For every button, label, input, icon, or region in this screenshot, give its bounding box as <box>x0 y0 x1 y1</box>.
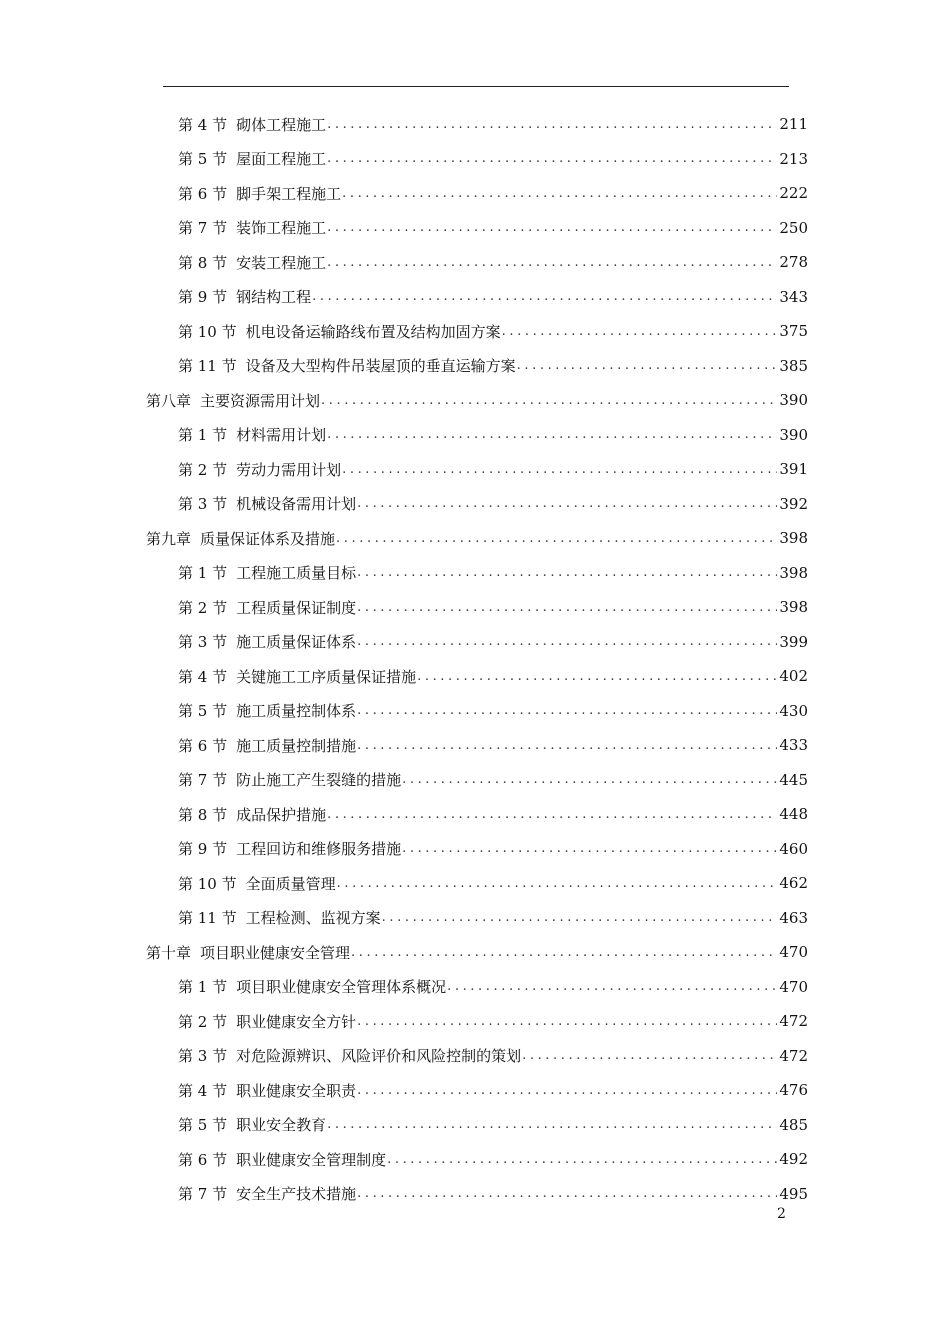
toc-entry-label <box>178 148 326 169</box>
toc-entry-number: 第 7 节 <box>178 219 228 237</box>
toc-entry-page: 375 <box>779 322 808 340</box>
toc-entry-label <box>146 528 335 549</box>
toc-entry-title: 施工质量控制体系 <box>236 702 357 720</box>
toc-entry-title: 钢结构工程 <box>236 288 312 306</box>
toc-section-entry <box>178 176 808 210</box>
toc-entry-page: 463 <box>779 908 808 927</box>
toc-entry-label <box>178 1183 356 1204</box>
toc-section-entry <box>178 832 808 866</box>
toc-entry-title: 项目职业健康安全管理 <box>200 943 351 962</box>
page-number: 2 <box>777 1206 786 1222</box>
toc-entry-number: 第 10 节 <box>178 322 237 341</box>
toc-entry-page: 399 <box>779 632 808 651</box>
toc-dot-leader <box>357 600 777 615</box>
toc-entry-label <box>178 355 516 376</box>
toc-entry-page: 448 <box>779 805 808 823</box>
toc-entry-title: 屋面工程施工 <box>236 150 327 168</box>
toc-entry-title: 机械设备需用计划 <box>236 495 357 513</box>
toc-section-entry <box>178 1142 808 1176</box>
toc-section-entry <box>178 728 808 762</box>
toc-dot-leader <box>357 738 777 753</box>
toc-entry-label <box>178 1114 326 1135</box>
toc-entry-number: 第 3 节 <box>178 495 228 513</box>
toc-dot-leader <box>387 1152 777 1167</box>
toc-entry-page: 495 <box>779 1184 808 1203</box>
toc-dot-leader <box>357 1186 777 1201</box>
toc-entry-title: 装饰工程施工 <box>236 219 327 237</box>
toc-entry-page: 213 <box>779 149 808 168</box>
toc-entry-page: 391 <box>779 460 808 478</box>
toc-entry-label <box>178 217 326 238</box>
toc-entry-title: 劳动力需用计划 <box>236 460 342 479</box>
toc-entry-number: 第 3 节 <box>178 633 228 651</box>
toc-entry-label <box>178 286 311 307</box>
toc-dot-leader <box>502 324 778 339</box>
toc-entry-title: 工程施工质量目标 <box>236 564 357 582</box>
toc-entry-label <box>178 597 356 618</box>
toc-entry-page: 462 <box>779 874 808 892</box>
toc-chapter-entry <box>146 521 808 555</box>
toc-entry-number: 第 4 节 <box>178 115 228 134</box>
toc-entry-number: 第 10 节 <box>178 874 237 893</box>
toc-dot-leader <box>312 289 777 304</box>
toc-entry-number: 第 5 节 <box>178 702 228 720</box>
toc-entry-label <box>178 114 326 135</box>
toc-entry-number: 第 4 节 <box>178 1081 228 1100</box>
toc-dot-leader <box>522 1048 777 1063</box>
toc-entry-label <box>178 631 356 652</box>
toc-entry-page: 390 <box>779 425 808 444</box>
toc-section-entry <box>178 970 808 1004</box>
toc-entry-page: 250 <box>779 218 808 237</box>
toc-entry-label <box>178 493 356 514</box>
toc-entry-number: 第 3 节 <box>178 1047 228 1065</box>
toc-entry-title: 工程检测、监视方案 <box>245 909 381 927</box>
toc-dot-leader <box>517 358 778 373</box>
toc-entry-page: 492 <box>779 1150 808 1168</box>
toc-entry-page: 470 <box>779 943 808 961</box>
toc-entry-number: 第 7 节 <box>178 771 228 789</box>
toc-entry-number: 第 11 节 <box>178 357 237 375</box>
toc-entry-number: 第 2 节 <box>178 1012 228 1031</box>
toc-dot-leader <box>327 117 777 132</box>
toc-entry-number: 第 11 节 <box>178 909 237 927</box>
toc-entry-number: 第 2 节 <box>178 598 228 617</box>
toc-section-entry <box>178 625 808 659</box>
toc-dot-leader <box>342 462 777 477</box>
toc-entry-number: 第 1 节 <box>178 564 228 582</box>
toc-entry-label <box>178 321 501 342</box>
toc-entry-page: 460 <box>779 839 808 858</box>
toc-entry-number: 第 2 节 <box>178 460 228 479</box>
toc-entry-title: 施工质量控制措施 <box>236 736 357 755</box>
toc-dot-leader <box>417 669 777 684</box>
toc-entry-label <box>178 459 341 480</box>
toc-entry-title: 施工质量保证体系 <box>236 633 357 651</box>
toc-entry-title: 职业健康安全方针 <box>236 1012 357 1031</box>
toc-section-entry <box>178 763 808 797</box>
toc-entry-title: 机电设备运输路线布置及结构加固方案 <box>245 322 501 341</box>
toc-entry-page: 390 <box>779 391 808 409</box>
toc-entry-title: 脚手架工程施工 <box>236 184 342 203</box>
toc-entry-label <box>178 562 356 583</box>
toc-entry-number: 第 9 节 <box>178 840 228 858</box>
toc-entry-page: 402 <box>779 667 808 685</box>
toc-section-entry <box>178 901 808 935</box>
toc-dot-leader <box>402 772 777 787</box>
toc-entry-title: 对危险源辨识、风险评价和风险控制的策划 <box>236 1047 522 1065</box>
toc-entry-number: 第 5 节 <box>178 1116 228 1134</box>
toc-dot-leader <box>357 1083 777 1098</box>
toc-entry-title: 工程回访和维修服务措施 <box>236 840 402 858</box>
toc-section-entry <box>178 797 808 831</box>
toc-dot-leader <box>327 255 777 270</box>
toc-entry-label <box>178 838 401 859</box>
toc-entry-page: 385 <box>779 356 808 375</box>
toc-entry-label <box>178 1080 356 1101</box>
toc-entry-label <box>146 390 320 411</box>
toc-entry-page: 433 <box>779 736 808 754</box>
toc-section-entry <box>178 1004 808 1038</box>
toc-entry-label <box>178 424 326 445</box>
toc-dot-leader <box>327 427 777 442</box>
toc-entry-label <box>178 252 326 273</box>
toc-entry-page: 343 <box>779 287 808 306</box>
toc-entry-number: 第 8 节 <box>178 253 228 272</box>
toc-entry-label <box>178 666 416 687</box>
toc-entry-number: 第 6 节 <box>178 736 228 755</box>
toc-entry-number: 第 4 节 <box>178 667 228 686</box>
toc-dot-leader <box>402 841 777 856</box>
toc-entry-label <box>178 976 446 997</box>
toc-entry-page: 485 <box>779 1115 808 1134</box>
toc-section-entry <box>178 314 808 348</box>
toc-section-entry <box>178 866 808 900</box>
toc-section-entry <box>178 590 808 624</box>
toc-section-entry <box>178 1039 808 1073</box>
toc-section-entry <box>178 694 808 728</box>
toc-entry-page: 472 <box>779 1012 808 1030</box>
toc-entry-label <box>178 804 326 825</box>
toc-dot-leader <box>327 220 777 235</box>
toc-entry-page: 222 <box>779 184 808 202</box>
toc-entry-label <box>178 873 336 894</box>
toc-entry-title: 项目职业健康安全管理体系概况 <box>236 978 447 996</box>
toc-dot-leader <box>327 1117 777 1132</box>
toc-entry-title: 防止施工产生裂缝的措施 <box>236 771 402 789</box>
toc-dot-leader <box>382 910 778 925</box>
toc-entry-title: 质量保证体系及措施 <box>200 529 336 548</box>
toc-dot-leader <box>337 876 778 891</box>
toc-entry-title: 职业健康安全管理制度 <box>236 1150 387 1169</box>
toc-entry-label <box>178 1149 386 1170</box>
toc-entry-number: 第八章 <box>146 391 192 410</box>
header-rule <box>163 86 789 87</box>
toc-entry-number: 第 1 节 <box>178 426 228 444</box>
toc-entry-page: 278 <box>779 253 808 271</box>
toc-section-entry <box>178 659 808 693</box>
toc-entry-page: 470 <box>779 977 808 996</box>
toc-entry-label <box>178 183 341 204</box>
toc-dot-leader <box>447 979 777 994</box>
toc-entry-label <box>178 700 356 721</box>
toc-dot-leader <box>351 945 777 960</box>
toc-entry-page: 430 <box>779 701 808 720</box>
toc-dot-leader <box>357 565 777 580</box>
toc-entry-label <box>178 735 356 756</box>
toc-dot-leader <box>357 1014 777 1029</box>
toc-dot-leader <box>327 151 777 166</box>
toc-section-entry <box>178 1177 808 1211</box>
toc-entry-number: 第 9 节 <box>178 288 228 306</box>
toc-entry-number: 第 6 节 <box>178 1150 228 1169</box>
toc-dot-leader <box>336 531 777 546</box>
toc-entry-number: 第十章 <box>146 943 192 962</box>
toc-entry-label <box>178 907 381 928</box>
toc-section-entry <box>178 418 808 452</box>
toc-entry-title: 安装工程施工 <box>236 253 327 272</box>
toc-dot-leader <box>357 703 777 718</box>
toc-entry-number: 第九章 <box>146 529 192 548</box>
toc-entry-page: 445 <box>779 770 808 789</box>
toc-entry-number: 第 1 节 <box>178 978 228 996</box>
toc-section-entry <box>178 1073 808 1107</box>
toc-entry-number: 第 8 节 <box>178 805 228 824</box>
toc-entry-page: 392 <box>779 494 808 513</box>
toc-entry-page: 211 <box>779 115 808 133</box>
toc-entry-label <box>178 1011 356 1032</box>
toc-section-entry <box>178 107 808 141</box>
toc-entry-title: 职业安全教育 <box>236 1116 327 1134</box>
toc-entry-title: 材料需用计划 <box>236 426 327 444</box>
toc-entry-page: 476 <box>779 1081 808 1099</box>
toc-entry-label <box>178 1045 521 1066</box>
toc-section-entry <box>178 1108 808 1142</box>
toc-entry-label <box>146 942 350 963</box>
toc-section-entry <box>178 245 808 279</box>
toc-section-entry <box>178 487 808 521</box>
toc-entry-number: 第 5 节 <box>178 150 228 168</box>
toc-entry-page: 398 <box>779 529 808 547</box>
toc-chapter-entry <box>146 383 808 417</box>
toc-entry-title: 主要资源需用计划 <box>200 391 321 410</box>
toc-entry-page: 472 <box>779 1046 808 1065</box>
toc-section-entry <box>178 142 808 176</box>
toc-chapter-entry <box>146 935 808 969</box>
toc-entry-page: 398 <box>779 563 808 582</box>
toc-entry-number: 第 6 节 <box>178 184 228 203</box>
toc-entry-title: 全面质量管理 <box>245 874 336 893</box>
toc-entry-title: 成品保护措施 <box>236 805 327 824</box>
toc-section-entry <box>178 349 808 383</box>
toc-dot-leader <box>342 186 777 201</box>
toc-entry-title: 安全生产技术措施 <box>236 1185 357 1203</box>
toc-dot-leader <box>357 634 777 649</box>
toc-entry-title: 砌体工程施工 <box>236 115 327 134</box>
toc-dot-leader <box>357 496 777 511</box>
toc-entry-title: 工程质量保证制度 <box>236 598 357 617</box>
toc-dot-leader <box>327 807 777 822</box>
toc-section-entry <box>178 452 808 486</box>
toc-entry-page: 398 <box>779 598 808 616</box>
toc-entry-number: 第 7 节 <box>178 1185 228 1203</box>
toc-entry-title: 关键施工工序质量保证措施 <box>236 667 417 686</box>
toc-entry-title: 设备及大型构件吊装屋顶的垂直运输方案 <box>245 357 516 375</box>
toc-dot-leader <box>321 393 777 408</box>
toc-entry-title: 职业健康安全职责 <box>236 1081 357 1100</box>
toc-section-entry <box>178 211 808 245</box>
toc-section-entry <box>178 280 808 314</box>
toc-entry-label <box>178 769 401 790</box>
toc-section-entry <box>178 556 808 590</box>
